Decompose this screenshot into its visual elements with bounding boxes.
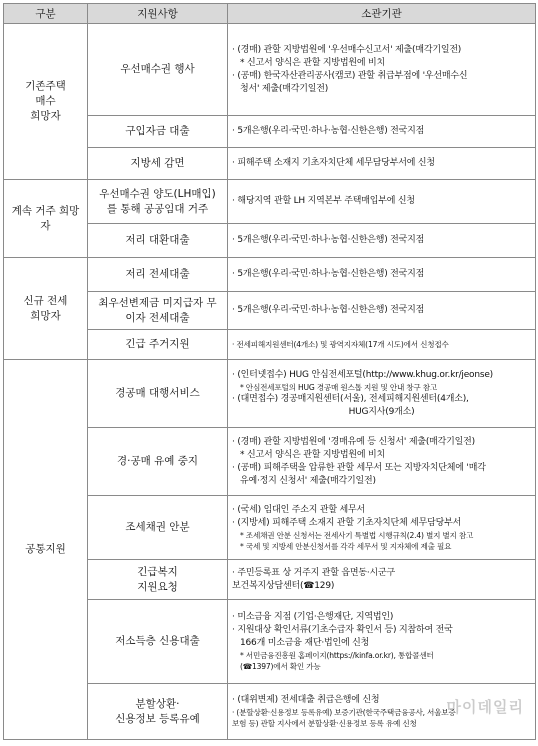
program-cell [88,148,228,180]
agency-line: · (공매) 피해주택을 압류한 관할 세무서 또는 지방자치단체에 '매각 [232,462,531,475]
agency-line: · 지원대상 확인서류(기초수급자 확인서 등) 지참하여 전국 [232,624,531,637]
agency-line: · (대면접수) 경공매지원센터(서울), 전세피해지원센터(4개소), [232,393,531,406]
category-line: 공통지원 [4,542,87,557]
agency-cell [228,224,536,258]
program-name: 우선매수권 행사 [91,62,224,77]
program-name: 긴급 주거지원 [91,337,224,352]
agency-line: 166개 미소금융 재단·법인에 신청 [232,637,531,650]
agency-cell [228,24,536,116]
agency-line: · (경매) 관할 지방법원에 '우선매수신고서' 제출(매각기일전) [232,44,531,57]
category-cell [4,258,88,360]
agency-cell [228,180,536,224]
program-cell [88,24,228,116]
category-cell [4,24,88,180]
agency-line: * 조세채권 안분 신청서는 전세사기 특별법 시행규칙(2.4) 별지 별지 참고 [232,530,531,541]
category-line: 신규 전세 [4,294,87,309]
support-table [3,3,536,740]
agency-line: · 5개은행(우리·국민·하나·농협·신한은행) 전국지점 [232,234,531,247]
program-cell [88,224,228,258]
agency-line: · 5개은행(우리·국민·하나·농협·신한은행) 전국지점 [232,268,531,281]
agency-cell [228,116,536,148]
program-name: 지방세 감면 [91,156,224,171]
agency-cell [228,428,536,496]
agency-line: · 전세피해지원센터(4개소) 및 광역지자체(17개 시도)에서 신청접수 [232,339,531,350]
program-name: 분할상환· [91,697,224,712]
program-cell [88,496,228,560]
header-agency: 소관기관 [228,4,536,24]
program-name: 우선매수권 양도(LH매입) [91,187,224,202]
program-name: 저소득층 신용대출 [91,634,224,649]
header-row [4,4,536,24]
agency-line: · 주민등록표 상 거주지 관할 읍면동·시군구 [232,567,531,580]
agency-line: · (공매) 한국자산관리공사(캠코) 관할 취급부점에 '우선매수신 [232,70,531,83]
agency-line: * 국세 및 지방세 안분신청서를 각각 세무서 및 지자체에 제출 필요 [232,541,531,552]
agency-line: · (경매) 관할 지방법원에 '경매유예 등 신청서' 제출(매각기일전) [232,436,531,449]
agency-cell [228,360,536,428]
program-cell [88,116,228,148]
program-name: 이자 전세대출 [91,311,224,326]
category-line: 매수 [4,94,87,109]
header-support: 지원사항 [88,4,228,24]
program-cell [88,180,228,224]
program-name: 조세채권 안분 [91,520,224,535]
program-cell [88,428,228,496]
agency-line: 청서' 제출(매각기일전) [232,83,531,96]
category-line: 자 [4,219,87,234]
program-name: 구입자금 대출 [91,124,224,139]
program-cell [88,258,228,292]
category-cell [4,180,88,258]
program-name: 저리 대환대출 [91,233,224,248]
category-line: 희망자 [4,309,87,324]
agency-cell [228,258,536,292]
agency-line: 유예·정지 신청서' 제출(매각기일전) [232,475,531,488]
program-name: 최우선변제금 미지급자 무 [91,296,224,311]
program-name: 를 통해 공공임대 거주 [91,202,224,217]
agency-line: * 신고서 양식은 관할 지방법원에 비치 [232,57,531,70]
agency-cell [228,330,536,360]
agency-line: · (인터넷접수) HUG 안심전세포털(http://www.khug.or.kr/jeonse) [232,369,531,382]
agency-line: 보험 등) 관할 지사에서 분할상환·신용정보 등록 유예 신청 [232,718,531,729]
table-row [4,24,536,116]
agency-line: · (대위변제) 전세대출 취급은행에 신청 [232,694,531,707]
program-name: 지원요청 [91,580,224,595]
category-line: 계속 거주 희망 [4,204,87,219]
table-row [4,360,536,428]
agency-line: * 서민금융진흥원 홈페이지(https://kinfa.or.kr), 통합콜센터 [232,650,531,661]
program-cell [88,600,228,684]
agency-line: · (분할상환·신용정보 등록유예) 보증기관(한국주택금융공사, 서울보증 [232,707,531,718]
agency-line: * 안심전세포털의 HUG 경공매 원스톱 지원 및 안내 창구 참고 [232,382,531,393]
program-name: 긴급복지 [91,565,224,580]
agency-cell [228,600,536,684]
program-name: 경공매 대행서비스 [91,386,224,401]
program-cell [88,330,228,360]
agency-line: * 신고서 양식은 관할 지방법원에 비치 [232,449,531,462]
agency-line: 보건복지상담센터(☎129) [232,580,531,593]
header-category: 구분 [4,4,88,24]
agency-line: · 5개은행(우리·국민·하나·농협·신한은행) 전국지점 [232,304,531,317]
agency-cell [228,148,536,180]
category-line: 희망자 [4,109,87,124]
category-cell [4,360,88,740]
program-cell [88,360,228,428]
agency-cell [228,292,536,330]
program-name: 경·공매 유예 중지 [91,454,224,469]
agency-line: · 해당지역 관할 LH 지역본부 주택매입부에 신청 [232,195,531,208]
agency-line: · (국세) 임대인 주소지 관할 세무서 [232,504,531,517]
agency-cell [228,560,536,600]
table-row [4,180,536,224]
program-name: 신용정보 등록유예 [91,712,224,727]
program-cell [88,684,228,740]
agency-line: · 피해주택 소재지 기초자치단체 세무담당부서에 신청 [232,157,531,170]
agency-line: (☎1397)에서 확인 가능 [232,661,531,672]
program-cell [88,292,228,330]
table-row [4,258,536,292]
agency-line: · (지방세) 피해주택 소재지 관할 기초자치단체 세무담당부서 [232,517,531,530]
agency-line: HUG지사(9개소) [232,406,531,419]
agency-cell [228,496,536,560]
agency-line: · 5개은행(우리·국민·하나·농협·신한은행) 전국지점 [232,125,531,138]
program-cell [88,560,228,600]
agency-cell [228,684,536,740]
watermark-logo: 마이데일리 [447,696,524,717]
category-line: 기존주택 [4,79,87,94]
program-name: 저리 전세대출 [91,267,224,282]
agency-line: · 미소금융 지점 (기업·은행재단, 지역법인) [232,611,531,624]
